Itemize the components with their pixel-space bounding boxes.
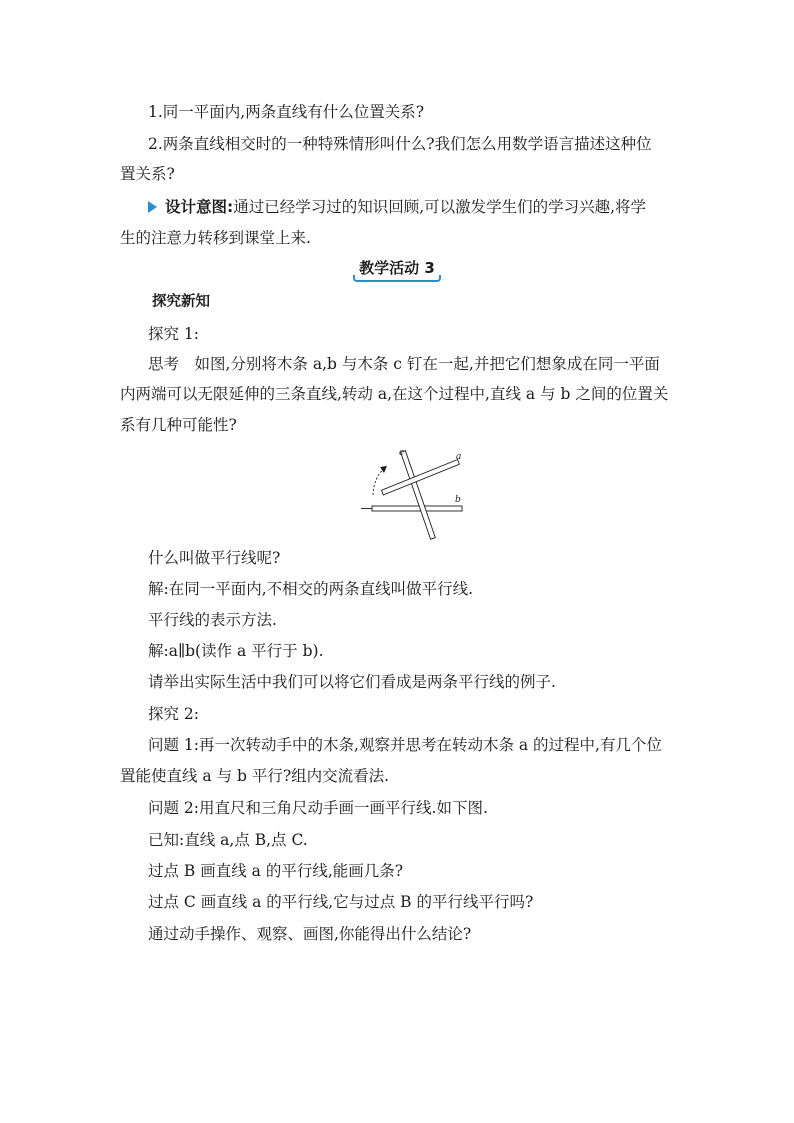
- question-2-line-1: 2.两条直线相交时的一种特殊情形叫什么?我们怎么用数学语言描述这种位: [148, 135, 652, 153]
- answer-definition: 解:在同一平面内,不相交的两条直线叫做平行线.: [148, 580, 474, 598]
- design-intent-text: 通过已经学习过的知识回顾,可以激发学生们的学习兴趣,将学: [233, 198, 647, 216]
- label-b: b: [455, 495, 461, 505]
- strip-b: [372, 506, 462, 511]
- design-intent-line-2: 生的注意力转移到课堂上来.: [120, 229, 311, 247]
- think-line-1: 思考 如图,分别将木条 a,b 与木条 c 钉在一起,并把它们想象成在同一平面: [148, 355, 660, 373]
- triangle-arrow-icon: [148, 201, 157, 213]
- notation-question: 平行线的表示方法.: [148, 611, 277, 629]
- design-intent-label: 设计意图:: [165, 198, 234, 216]
- problem-1-line-2: 置能使直线 a 与 b 平行?组内交流看法.: [120, 767, 390, 785]
- notation-answer: 解:a∥b(读作 a 平行于 b).: [148, 642, 324, 660]
- strip-a: [381, 460, 459, 495]
- think-line-2: 内两端可以无限延伸的三条直线,转动 a,在这个过程中,直线 a 与 b 之间的位置关: [120, 385, 669, 403]
- explore-heading: 探究新知: [152, 294, 210, 310]
- question-2-line-2: 置关系?: [120, 165, 175, 183]
- problem-1-line-1: 问题 1:再一次转动手中的木条,观察并思考在转动木条 a 的过程中,有几个位: [148, 736, 662, 754]
- problem-2: 问题 2:用直尺和三角尺动手画一画平行线.如下图.: [148, 799, 488, 817]
- explore-1-label: 探究 1:: [148, 325, 200, 343]
- activity-title: 教学活动 3: [355, 257, 439, 282]
- think-line-3: 系有几种可能性?: [120, 416, 237, 434]
- question-1: 1.同一平面内,两条直线有什么位置关系?: [148, 103, 425, 121]
- label-c: c: [399, 448, 405, 458]
- conclusion-question: 通过动手操作、观察、画图,你能得出什么结论?: [148, 925, 472, 943]
- example-question: 请举出实际生活中我们可以将它们看成是两条平行线的例子.: [148, 673, 556, 691]
- given-statement: 已知:直线 a,点 B,点 C.: [148, 831, 308, 849]
- what-is-parallel: 什么叫做平行线呢?: [148, 549, 281, 567]
- activity-heading: [0, 257, 794, 282]
- explore-2-label: 探究 2:: [148, 705, 200, 723]
- strip-c: [401, 451, 436, 540]
- label-a: a: [456, 452, 462, 462]
- through-point-b: 过点 B 画直线 a 的平行线,能画几条?: [148, 862, 404, 880]
- design-intent-line-1: [148, 196, 646, 218]
- wooden-strips-figure: [356, 445, 468, 545]
- through-point-c: 过点 C 画直线 a 的平行线,它与过点 B 的平行线平行吗?: [148, 893, 534, 911]
